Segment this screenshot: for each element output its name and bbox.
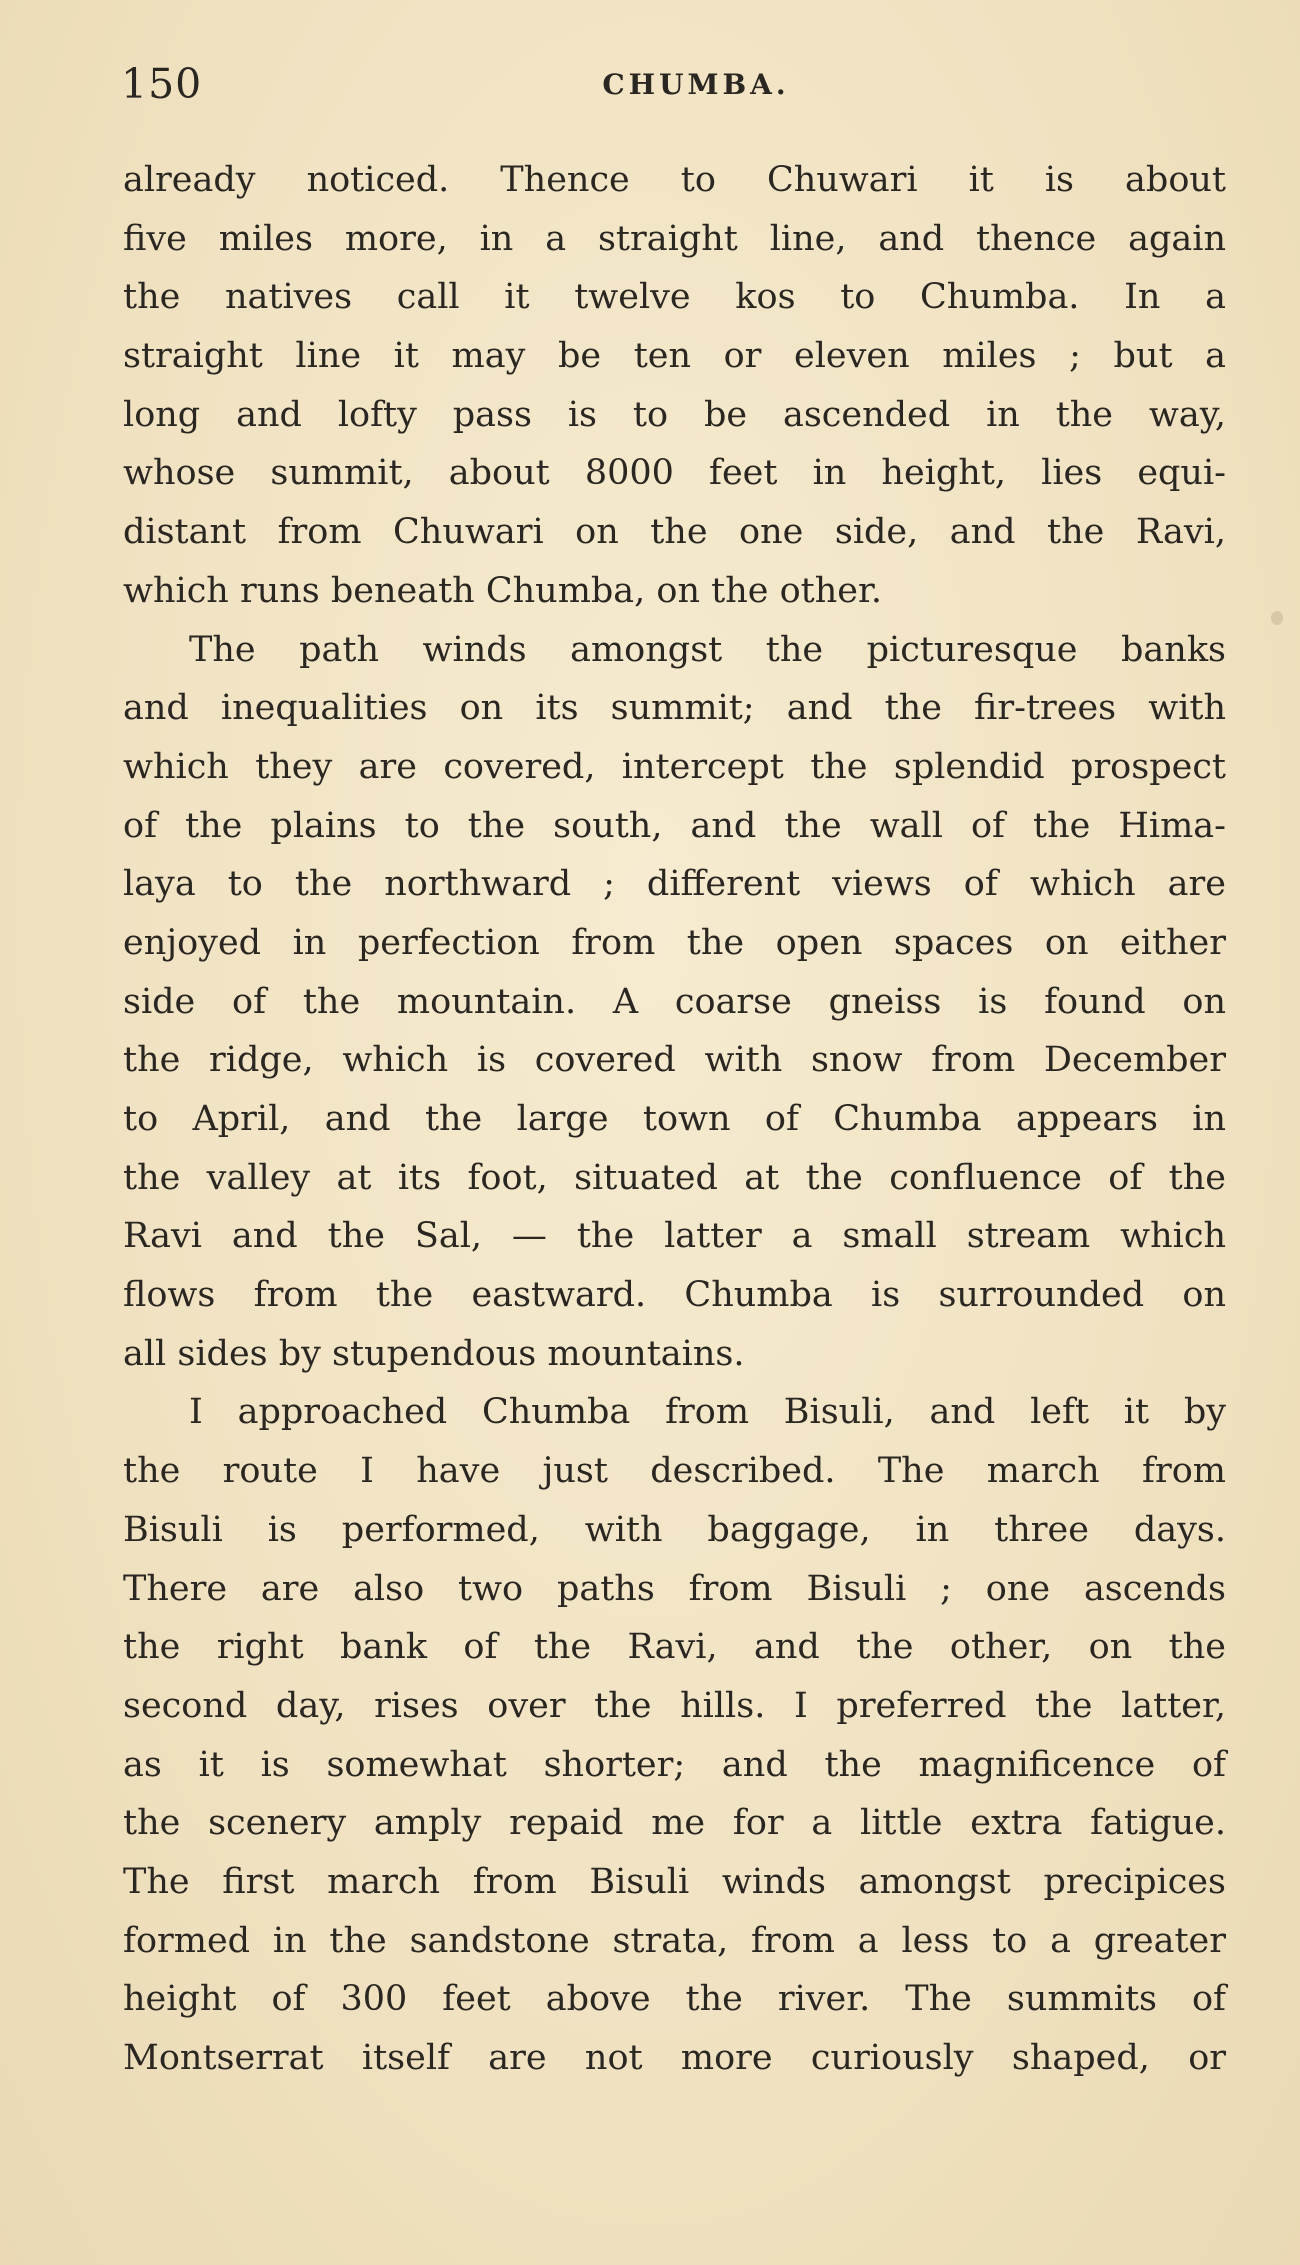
body-text [123, 151, 1226, 2088]
text-line: and inequalities on its summit; and the fir-trees with [123, 688, 1226, 729]
text-line: second day, rises over the hills. I preferred the latter, [123, 1685, 1226, 1726]
text-line: as it is somewhat shorter; and the magnificence of [123, 1744, 1226, 1785]
page-number: 150 [121, 60, 203, 108]
text-line: the route I have just described. The march from [123, 1451, 1226, 1492]
text-line: straight line it may be ten or eleven miles ; but a [123, 336, 1226, 377]
running-head: CHUMBA. [602, 68, 790, 101]
text-line: I approached Chumba from Bisuli, and left it by [189, 1392, 1226, 1433]
text-line: Bisuli is performed, with baggage, in three days. [123, 1509, 1226, 1550]
text-line: formed in the sandstone strata, from a less to a greater [123, 1920, 1226, 1961]
text-line: laya to the northward ; different views of which are [123, 864, 1226, 905]
text-line: long and lofty pass is to be ascended in the way, [123, 394, 1226, 435]
text-line: side of the mountain. A coarse gneiss is found on [123, 981, 1226, 1022]
text-line: the ridge, which is covered with snow from December [123, 1040, 1226, 1081]
text-line: enjoyed in perfection from the open spaces on either [123, 922, 1226, 963]
text-line: of the plains to the south, and the wall of the Hima- [123, 805, 1226, 846]
text-line: Ravi and the Sal, — the latter a small stream which [123, 1216, 1226, 1257]
text-line: the right bank of the Ravi, and the other, on the [123, 1627, 1226, 1668]
text-line: whose summit, about 8000 feet in height, lies equi- [123, 453, 1226, 494]
text-line: The path winds amongst the picturesque banks [189, 629, 1226, 670]
text-line: The first march from Bisuli winds amongst precipices [123, 1861, 1226, 1902]
paper-speck [1271, 611, 1283, 625]
text-line: all sides by stupendous mountains. [123, 1333, 745, 1374]
text-line: to April, and the large town of Chumba appears in [123, 1099, 1226, 1139]
text-line: distant from Chuwari on the one side, and the Ravi, [123, 512, 1226, 553]
text-line: which runs beneath Chumba, on the other. [123, 570, 882, 611]
text-line: There are also two paths from Bisuli ; one ascends [123, 1568, 1226, 1609]
text-line: flows from the eastward. Chumba is surrounded on [123, 1275, 1226, 1316]
text-line: Montserrat itself are not more curiously shaped, or [123, 2038, 1226, 2078]
text-line: already noticed. Thence to Chuwari it is about [123, 160, 1226, 200]
page-header [121, 60, 1231, 120]
text-line: height of 300 feet above the river. The summits of [123, 1979, 1226, 2020]
text-line: the valley at its foot, situated at the confluence of the [123, 1157, 1226, 1198]
text-line: the natives call it twelve kos to Chumba. In a [123, 277, 1226, 318]
text-line: the scenery amply repaid me for a little extra fatigue. [123, 1803, 1226, 1844]
text-line: which they are covered, intercept the splendid prospect [123, 746, 1226, 787]
text-line: five miles more, in a straight line, and thence again [123, 218, 1226, 259]
